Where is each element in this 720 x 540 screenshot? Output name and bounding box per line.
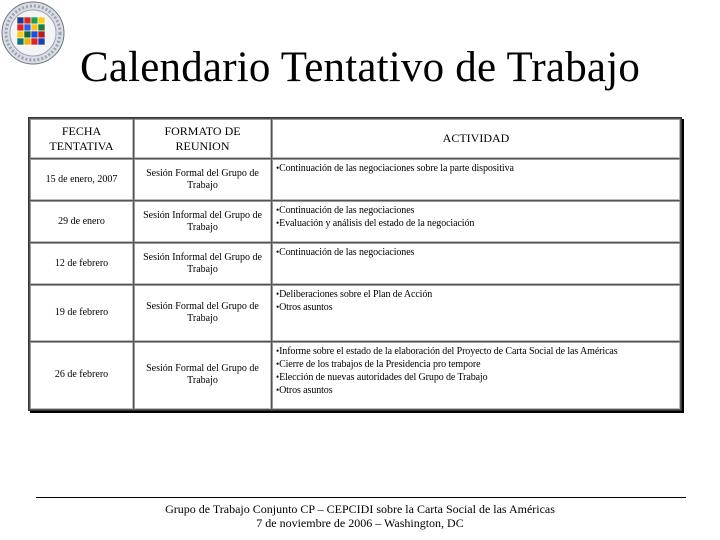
activity-item	[276, 345, 677, 358]
cell-fecha: 29 de enero	[30, 201, 134, 243]
activity-item	[276, 217, 677, 230]
header-formato: FORMATO DE REUNION	[134, 119, 272, 159]
activity-text: Evaluación y análisis del estado de la negociación	[279, 218, 475, 230]
activity-text: Continuación de las negociaciones sobre la parte dispositiva	[279, 163, 514, 174]
cell-fecha: 15 de enero, 2007	[30, 159, 134, 201]
activity-item	[276, 384, 677, 397]
activity-item	[276, 162, 677, 175]
bullet-icon: •	[276, 371, 280, 382]
bullet-icon: •	[276, 345, 280, 356]
activity-text: Cierre de los trabajos de la Presidencia pro tempore	[279, 358, 481, 370]
table-row	[30, 201, 681, 243]
activity-text: Otros asuntos	[279, 384, 333, 396]
activity-item	[276, 204, 677, 217]
bullet-icon: •	[276, 289, 280, 300]
table-row	[30, 285, 681, 341]
cell-actividad	[272, 243, 681, 285]
header-fecha: FECHA TENTATIVA	[30, 119, 134, 159]
table-header-row	[30, 119, 681, 159]
activity-text: Deliberaciones sobre el Plan de Acción	[279, 289, 433, 301]
cell-fecha: 12 de febrero	[30, 243, 134, 285]
table-row	[30, 341, 681, 409]
activity-text: Continuación de las negociaciones	[279, 205, 415, 217]
bullet-icon: •	[276, 358, 280, 369]
cell-formato: Sesión Formal del Grupo de Trabajo	[134, 159, 272, 201]
cell-actividad	[272, 159, 681, 201]
table-row	[30, 243, 681, 285]
activity-text: Informe sobre el estado de la elaboración del Proyecto de Carta Social de las Américas	[279, 345, 618, 357]
activity-text: Continuación de las negociaciones	[279, 247, 415, 259]
activity-item	[276, 301, 677, 314]
cell-formato: Sesión Informal del Grupo de Trabajo	[134, 201, 272, 243]
bullet-icon: •	[276, 205, 280, 216]
cell-actividad	[272, 285, 681, 341]
activity-item	[276, 288, 677, 301]
activity-item	[276, 371, 677, 384]
cell-actividad	[272, 201, 681, 243]
activity-text: Otros asuntos	[279, 302, 333, 314]
cell-fecha: 26 de febrero	[30, 341, 134, 409]
cell-fecha: 19 de febrero	[30, 285, 134, 341]
header-actividad: ACTIVIDAD	[272, 119, 681, 159]
cell-formato: Sesión Formal del Grupo de Trabajo	[134, 285, 272, 341]
cell-formato: Sesión Informal del Grupo de Trabajo	[134, 243, 272, 285]
bullet-icon: •	[276, 247, 280, 258]
footer-divider	[36, 497, 686, 498]
activity-text: Elección de nuevas autoridades del Grupo de Trabajo	[279, 371, 488, 383]
activity-item	[276, 246, 677, 259]
cell-actividad	[272, 341, 681, 409]
table-row	[30, 159, 681, 201]
footer-line-2: 7 de noviembre de 2006 – Washington, DC	[256, 516, 464, 530]
activity-item	[276, 358, 677, 371]
footer	[0, 502, 720, 530]
bullet-icon: •	[276, 302, 280, 313]
bullet-icon: •	[276, 384, 280, 395]
bullet-icon: •	[276, 218, 280, 229]
calendar-table-frame	[28, 117, 682, 411]
bullet-icon: •	[276, 163, 280, 173]
page-title: Calendario Tentativo de Trabajo	[79, 44, 641, 91]
cell-formato: Sesión Formal del Grupo de Trabajo	[134, 341, 272, 409]
calendar-table	[29, 118, 681, 410]
footer-line-1: Grupo de Trabajo Conjunto CP – CEPCIDI sobre la Carta Social de las Américas	[165, 502, 555, 516]
